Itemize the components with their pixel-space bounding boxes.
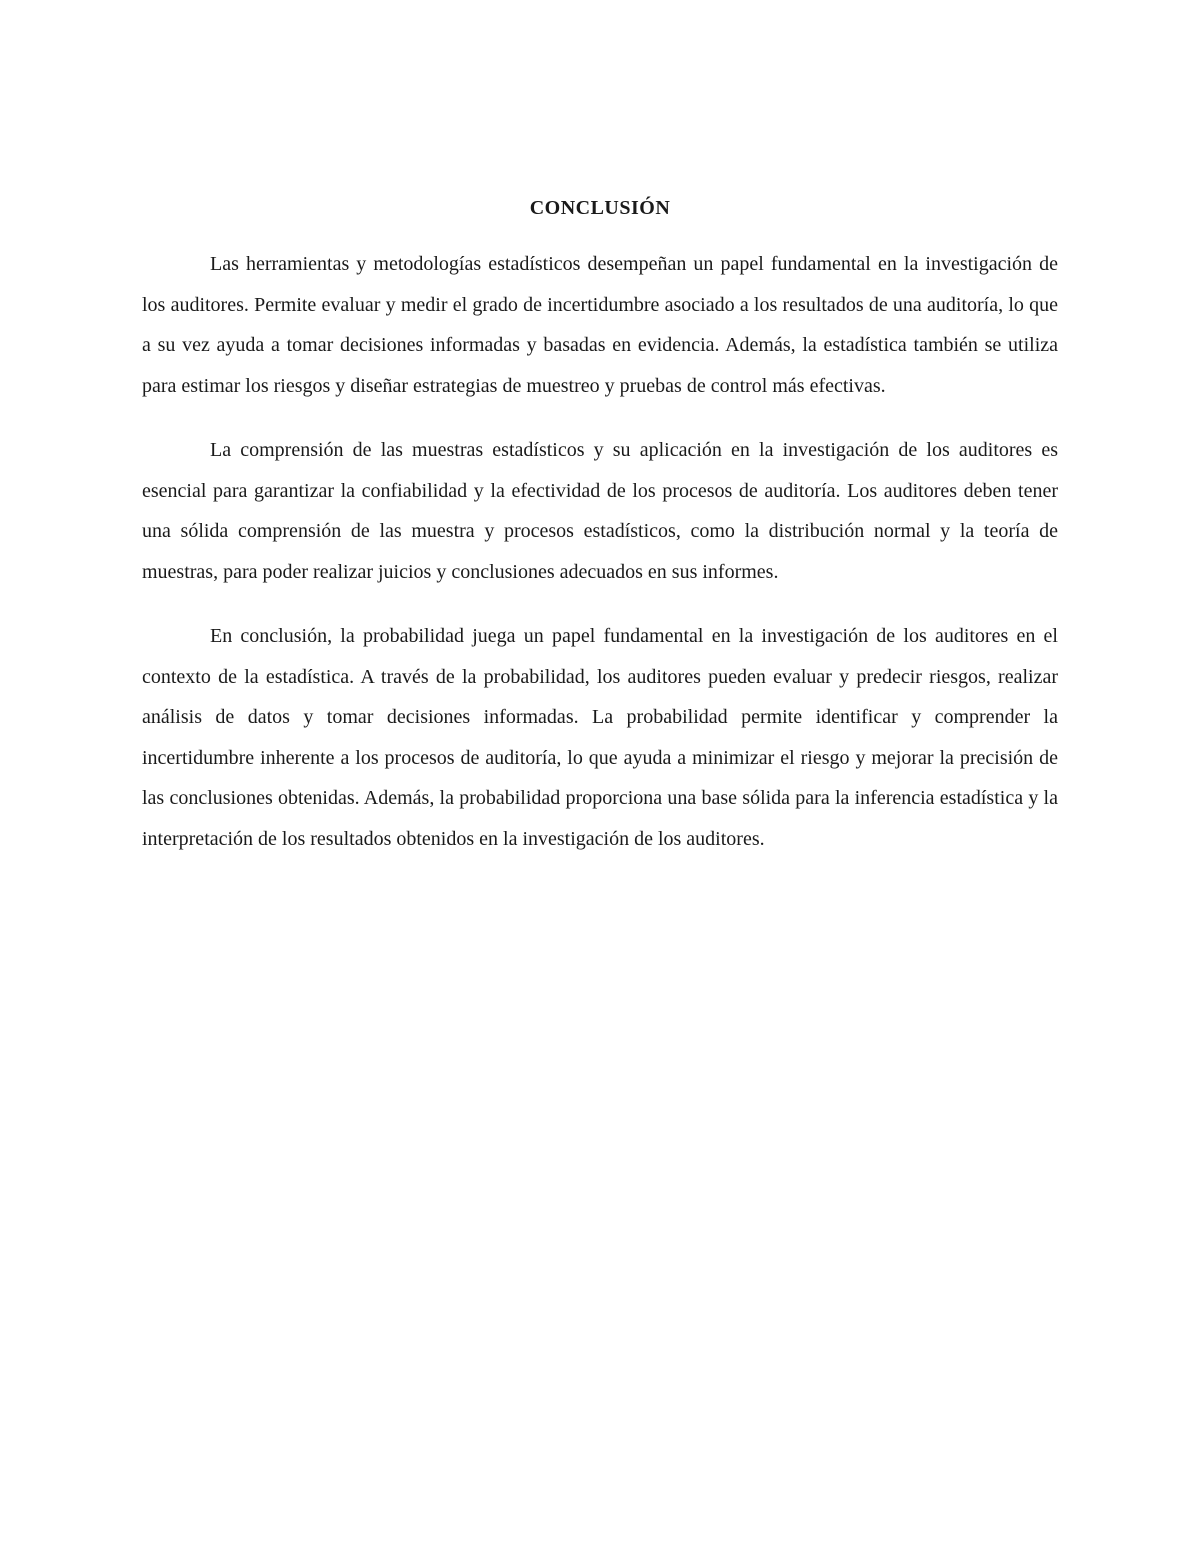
page-title: CONCLUSIÓN xyxy=(529,197,671,219)
document-body xyxy=(142,190,1058,883)
paragraph-2: La comprensión de las muestras estadísticos y su aplicación en la investigación de los auditores es esencial para garantizar la confiabilidad y la efectividad de los procesos de auditoría. Los auditores deben tener una sólida comprensión de las muestra y procesos estadísticos, como la distribución normal y la teoría de muestras, para poder realizar juicios y conclusiones adecuados en sus informes. xyxy=(142,439,1058,583)
paragraph-3: En conclusión, la probabilidad juega un papel fundamental en la investigación de los auditores en el contexto de la estadística. A través de la probabilidad, los auditores pueden evaluar y predecir riesgos, realizar análisis de datos y tomar decisiones informadas. La probabilidad permite identificar y comprender la incertidumbre inherente a los procesos de auditoría, lo que ayuda a minimizar el riesgo y mejorar la precisión de las conclusiones obtenidas. Además, la probabilidad proporciona una base sólida para la inferencia estadística y la interpretación de los resultados obtenidos en la investigación de los auditores. xyxy=(142,625,1058,850)
paragraph-1: Las herramientas y metodologías estadísticos desempeñan un papel fundamental en la investigación de los auditores. Permite evaluar y medir el grado de incertidumbre asociado a los resultados de una auditoría, lo que a su vez ayuda a tomar decisiones informadas y basadas en evidencia. Además, la estadística también se utiliza para estimar los riesgos y diseñar estrategias de muestreo y pruebas de control más efectivas. xyxy=(142,253,1058,397)
